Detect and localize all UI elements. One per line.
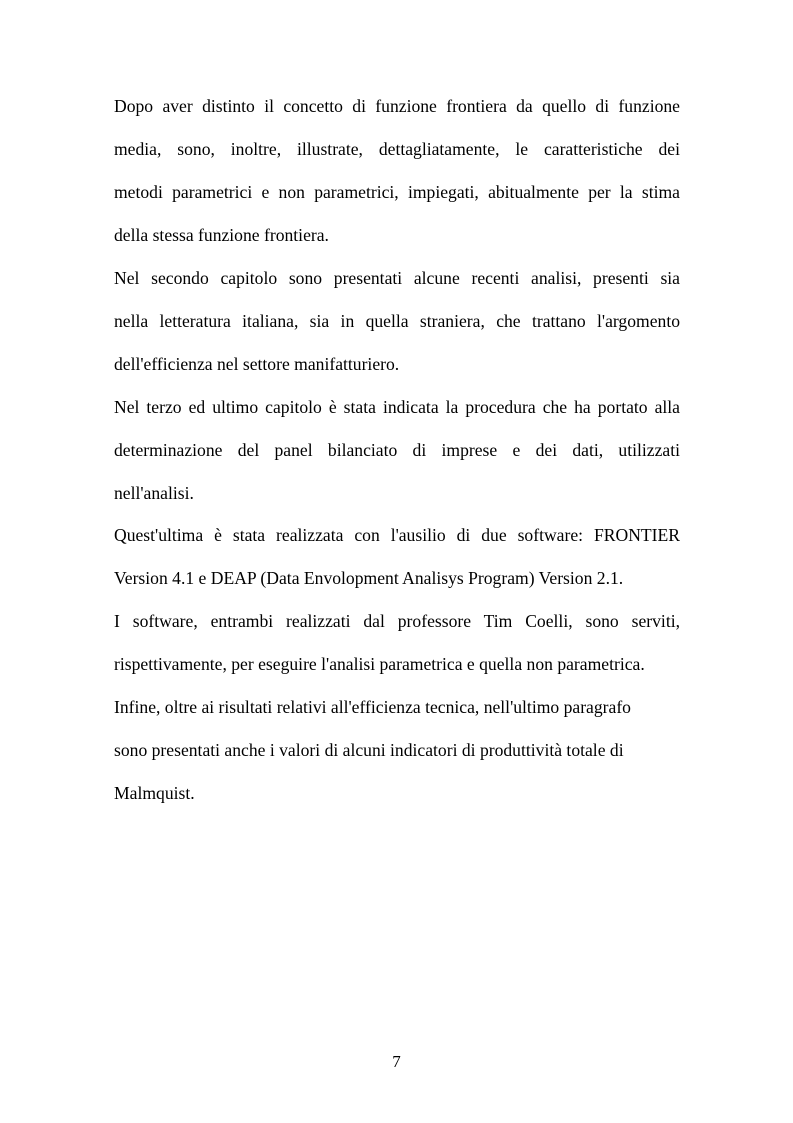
text-line: Quest'ultima è stata realizzata con l'ausilio di due software: FRONTIER <box>114 525 680 545</box>
text-line: determinazione del panel bilanciato di imprese e dei dati, utilizzati <box>114 440 680 460</box>
text-line: sono presentati anche i valori di alcuni indicatori di produttività totale di <box>114 740 624 760</box>
text-line: dell'efficienza nel settore manifatturiero. <box>114 354 400 374</box>
text-line: Version 4.1 e DEAP (Data Envolopment Analisys Program) Version 2.1. <box>114 568 624 588</box>
text-line: Nel terzo ed ultimo capitolo è stata indicata la procedura che ha portato alla <box>114 397 680 417</box>
text-line: Nel secondo capitolo sono presentati alcune recenti analisi, presenti sia <box>114 268 680 288</box>
text-line: I software, entrambi realizzati dal professore Tim Coelli, sono serviti, <box>114 611 680 631</box>
text-line: nell'analisi. <box>114 483 194 503</box>
text-line: metodi parametrici e non parametrici, impiegati, abitualmente per la stima <box>114 182 680 202</box>
text-line: della stessa funzione frontiera. <box>114 225 329 245</box>
page-number: 7 <box>392 1052 401 1071</box>
text-line: Infine, oltre ai risultati relativi all'efficienza tecnica, nell'ultimo paragrafo <box>114 697 631 717</box>
text-line: rispettivamente, per eseguire l'analisi parametrica e quella non parametrica. <box>114 654 645 674</box>
text-line: nella letteratura italiana, sia in quella straniera, che trattano l'argomento <box>114 311 680 331</box>
text-line: Malmquist. <box>114 783 195 803</box>
text-line: media, sono, inoltre, illustrate, dettagliatamente, le caratteristiche dei <box>114 139 680 159</box>
text-line: Dopo aver distinto il concetto di funzione frontiera da quello di funzione <box>114 96 680 116</box>
